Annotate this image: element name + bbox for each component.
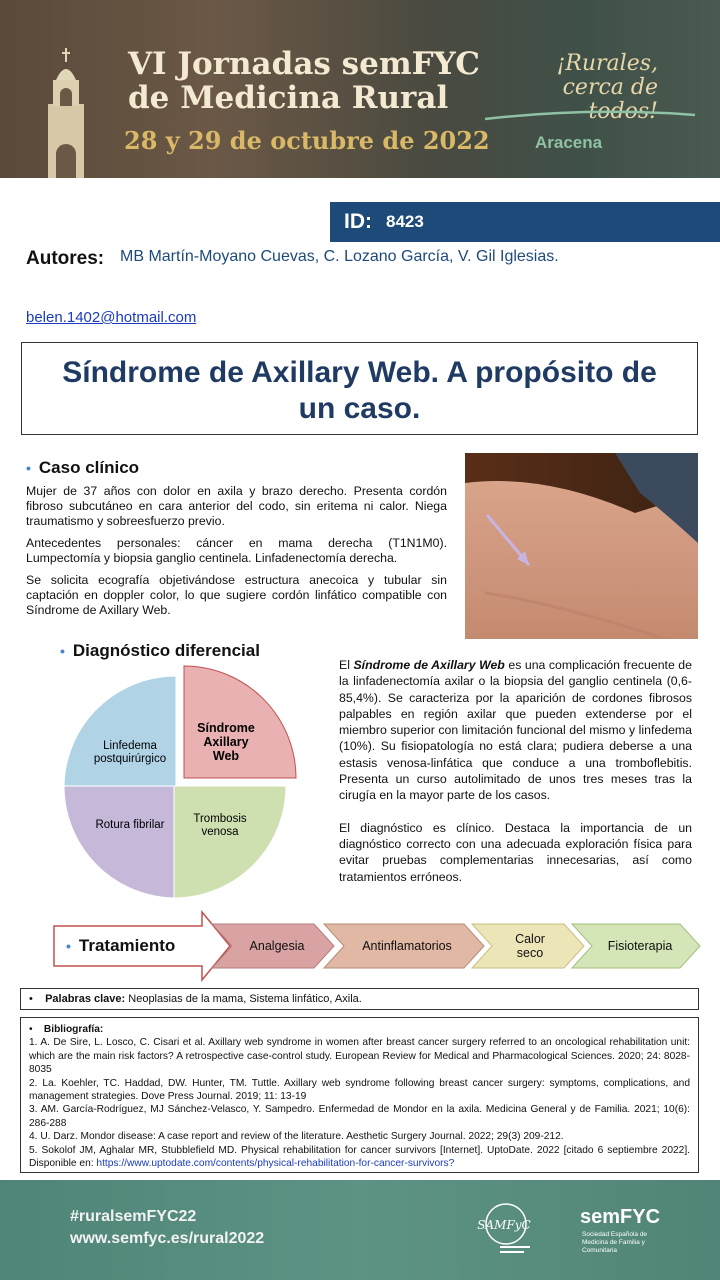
treatment-heading-text: Tratamiento — [78, 936, 176, 955]
bibliography-heading-text: Bibliografía: — [43, 1024, 104, 1035]
slogan-line2: cerca de todos! — [562, 75, 658, 124]
q4-line1: Trombosis — [193, 813, 247, 825]
step-antinflamatorios: Antinflamatorios — [362, 939, 452, 953]
differential-diagram — [58, 662, 308, 907]
case-paragraph-3: Se solicita ecografía objetivándose estructura anecoica y tubular sin captación en doppler color, lo que sugiere cordón linfático compatible con Síndrome de Axillary Web. — [26, 573, 447, 617]
q1-line3: Web — [212, 749, 240, 763]
event-place: Aracena — [535, 133, 603, 152]
keywords-box — [20, 988, 699, 1010]
semfyc-logo: semFYC — [580, 1206, 661, 1228]
semfyc-logo-subtitle: Sociedad Española de Medicina de Familia y Comunitaria — [582, 1231, 648, 1254]
quadrant-linfedema — [64, 676, 176, 788]
footer-url[interactable]: www.semfyc.es/rural2022 — [70, 1230, 265, 1247]
email-link[interactable]: belen.1402@hotmail.com — [26, 309, 197, 326]
explanation-rest: es una complicación frecuente de la linfadenectomía axilar o la biopsia del ganglio centinela (0,6-85,4%). Se caracteriza por la aparición de cordones fibrosos palpables en región axilar que pueden extenderse por el miembro superior con limitación funcional del mismo y linfedema (10%). Su fisiopatología no está clara; pudiera deberse a una estasis venosa-linfática que conduce a una tromboflebitis. Presenta un curso autolimitado de unos tres meses tras la cirugía en la mayor parte de los casos. — [339, 658, 692, 803]
id-value: 8423 — [386, 212, 424, 231]
poster-title: Síndrome de Axillary Web. A propósito de un caso. — [62, 356, 657, 425]
footer-banner — [0, 1180, 720, 1280]
samfyc-logo-text: SAMFyC — [477, 1218, 531, 1232]
step-calor-seco — [500, 932, 560, 960]
keywords-text: Neoplasias de la mama, Sistema linfático, Axila. — [125, 993, 362, 1005]
reference-5 — [29, 1144, 690, 1171]
reference-1: 1. A. De Sire, L. Losco, C. Cisari et al. Axillary web syndrome in women after breast cancer surgery referred to an oncological rehabilitation unit: which are the main risk factors? A retrospective case-control study. European Review for Medical and Pharmacological Sciences. 2020; 24: 8028-8035 — [29, 1037, 690, 1076]
case-text — [26, 484, 447, 625]
differential-heading-text: Diagnóstico diferencial — [72, 641, 260, 660]
case-heading — [26, 458, 139, 478]
explanation-paragraph-1 — [339, 657, 692, 804]
bibliography-heading — [29, 1023, 690, 1036]
bell-tower-icon — [36, 44, 96, 178]
authors-names: MB Martín-Moyano Cuevas, C. Lozano García, V. Gil Iglesias. — [120, 248, 559, 265]
bullet-icon: • — [66, 938, 71, 954]
bullet-icon: • — [26, 460, 31, 476]
step-calor-line2: seco — [516, 946, 544, 960]
bullet-icon: • — [60, 643, 65, 659]
clinical-photo — [465, 453, 698, 639]
case-heading-text: Caso clínico — [38, 458, 140, 477]
case-paragraph-1: Mujer de 37 años con dolor en axila y brazo derecho. Presenta cordón fibroso subcutáneo en cara anterior del codo, sin eritema ni calor. Niega traumatismo y sobreesfuerzo previo. — [26, 484, 447, 528]
case-paragraph-2: Antecedentes personales: cáncer en mama derecha (T1N1M0). Lumpectomía y biopsia ganglio centinela. Linfadenectomía derecha. — [26, 536, 447, 565]
footer-hashtag: #ruralsemFYC22 — [70, 1208, 197, 1225]
explanation-text — [339, 657, 692, 901]
id-label: ID: — [344, 210, 372, 233]
reference-5-text: 5. Sokolof JM, Aghalar MR, Stubblefield MD. Physical rehabilitation for cancer survivors [Internet]. UptoDate. 2022 [citado 6 septiembre 2022]. Disponible en: — [29, 1144, 690, 1170]
q2-line2: postquirúrgico — [93, 753, 167, 765]
reference-3: 3. AM. García-Rodríguez, MJ Sánchez-Velasco, Y. Sampedro. Enfermedad de Mondor en la axila. Medicina General y de Familia. 2021; 10(6): 286-288 — [29, 1104, 690, 1129]
reference-5-link[interactable]: https://www.uptodate.com/contents/physical-rehabilitation-for-cancer-survivors? — [96, 1158, 455, 1170]
reference-4: 4. U. Darz. Mondor disease: A case report and review of the literature. Aesthetic Surgery Journal. 2022; 29(3) 209-212. — [29, 1131, 564, 1143]
treatment-heading — [66, 936, 175, 956]
bullet-icon: • — [29, 993, 46, 1005]
q2-line1: Linfedema — [103, 740, 157, 752]
event-dates: 28 y 29 de octubre de 2022 — [124, 126, 490, 155]
swoosh-decoration — [480, 105, 700, 125]
quadrant-trombosis — [174, 786, 286, 898]
step-fisioterapia: Fisioterapia — [607, 939, 673, 953]
title-box — [21, 342, 698, 435]
explanation-prefix: El — [339, 658, 354, 672]
event-title-line2: de Medicina Rural — [128, 80, 449, 116]
step-analgesia: Analgesia — [249, 939, 305, 953]
quadrant-rotura — [64, 786, 176, 898]
header-banner — [0, 0, 720, 178]
slogan-line1: ¡Rurales, — [556, 51, 658, 76]
differential-heading — [60, 641, 260, 661]
samfyc-logo — [470, 1200, 540, 1262]
explanation-paragraph-2: El diagnóstico es clínico. Destaca la importancia de un diagnóstico correcto con una adecuada exploración física para evitar pruebas complementarias innecesarias, así como tratamientos erróneos. — [339, 820, 692, 884]
authors-label: Autores: — [26, 248, 105, 269]
id-bar — [330, 202, 720, 242]
event-title-line1: VI Jornadas semFYC — [128, 46, 480, 82]
step-calor-line1: Calor — [515, 932, 545, 946]
bullet-icon: • — [29, 1024, 44, 1035]
q1-line1: Síndrome — [197, 721, 255, 735]
reference-2: 2. La. Koehler, TC. Haddad, DW. Hunter, TM. Tuttle. Axillary web syndrome following breast cancer surgery: symptoms, complications, and management strategies. Dove Press Journal. 2019; 11: 13-19 — [29, 1077, 690, 1103]
explanation-term: Síndrome de Axillary Web — [353, 658, 505, 672]
q1-line2: Axillary — [203, 735, 249, 749]
bibliography-box — [20, 1017, 699, 1173]
q3-label: Rotura fibrilar — [95, 819, 165, 831]
q4-line2: venosa — [201, 826, 239, 838]
keywords-label: Palabras clave: — [45, 993, 126, 1005]
